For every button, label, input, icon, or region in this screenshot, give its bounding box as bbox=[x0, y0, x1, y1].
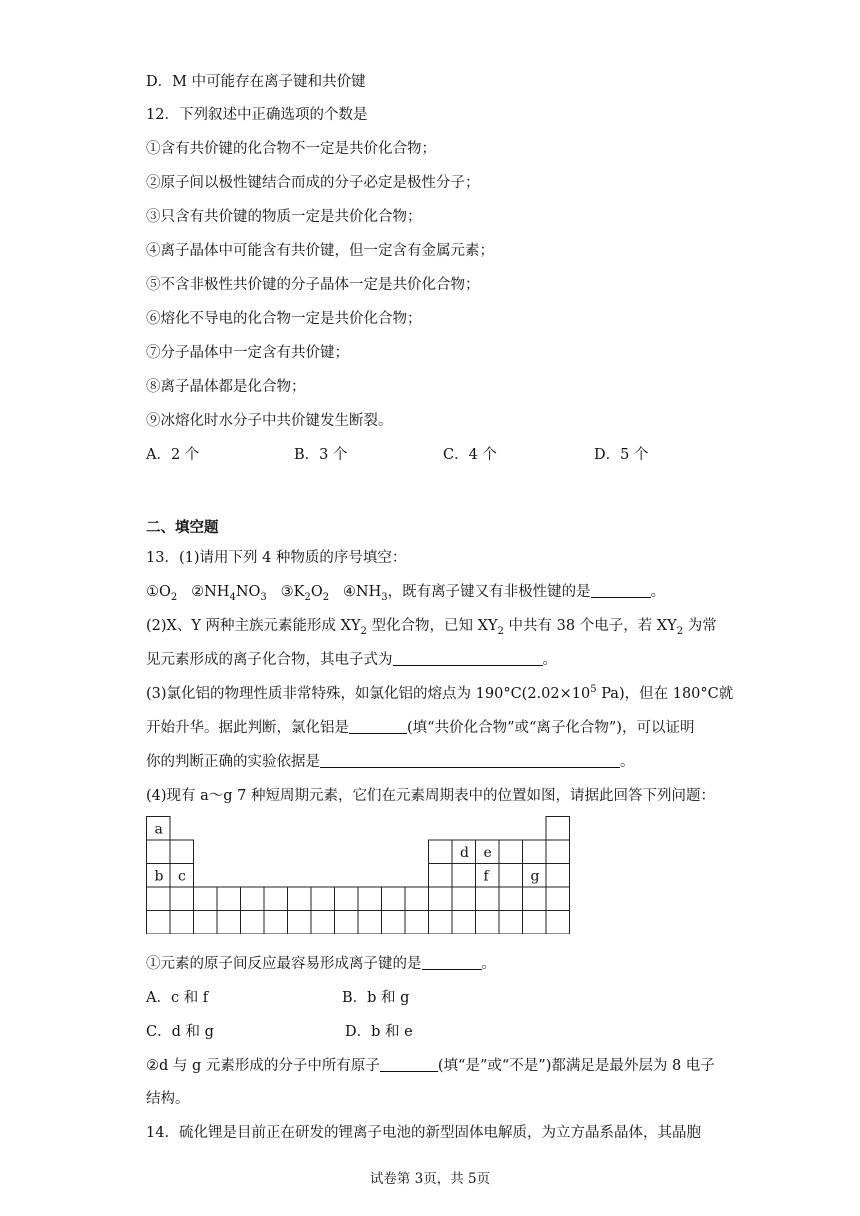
table-cell bbox=[358, 911, 382, 935]
q12-option-b[interactable]: B．3 个 bbox=[294, 447, 348, 463]
q13-part3-line2: 开始升华。据此判断，氯化铝是 (填“共价化合物”或“离子化合物”)，可以证明 bbox=[146, 720, 695, 736]
periodic-table-diagram bbox=[146, 816, 571, 934]
table-cell bbox=[358, 887, 382, 911]
q13-sub1-option-c[interactable]: C．d 和 g bbox=[146, 1024, 214, 1040]
table-cell bbox=[194, 911, 218, 935]
element-label-b: b bbox=[154, 868, 164, 885]
q12-item-4: ④离子晶体中可能含有共价键，但一定含有金属元素； bbox=[146, 243, 494, 259]
q12-item-2: ②原子间以极性键结合而成的分子必定是极性分子； bbox=[146, 175, 480, 191]
table-cell bbox=[429, 887, 453, 911]
element-label-c: c bbox=[178, 868, 186, 885]
table-cell bbox=[217, 887, 241, 911]
q13-sub2-line2: 结构。 bbox=[146, 1091, 190, 1107]
page-footer: 试卷第 3页，共 5页 bbox=[369, 1171, 491, 1187]
table-cell bbox=[546, 864, 570, 888]
q13-part4: (4)现有 a～g 7 种短周期元素，它们在元素周期表中的位置如图，请据此回答下列问题： bbox=[146, 788, 716, 804]
q12-stem: 12．下列叙述中正确选项的个数是 bbox=[146, 107, 368, 123]
table-cell bbox=[499, 840, 523, 864]
q13-sub1-option-b[interactable]: B．b 和 g bbox=[342, 990, 410, 1006]
table-cell bbox=[217, 911, 241, 935]
table-cell bbox=[382, 887, 406, 911]
table-cell bbox=[476, 911, 500, 935]
table-cell bbox=[452, 887, 476, 911]
table-cell bbox=[170, 840, 194, 864]
table-cell bbox=[335, 911, 359, 935]
table-cell bbox=[499, 864, 523, 888]
q12-item-5: ⑤不含非极性共价键的分子晶体一定是共价化合物； bbox=[146, 277, 480, 293]
q13-part1-blank[interactable] bbox=[591, 583, 651, 598]
table-cell bbox=[546, 817, 570, 841]
table-cell bbox=[452, 911, 476, 935]
element-label-g: g bbox=[530, 868, 540, 885]
q13-sub2: ②d 与 g 元素形成的分子中所有原子 (填“是”或“不是”)都满足是最外层为 8 电子 bbox=[146, 1058, 715, 1074]
q13-sub1-option-d[interactable]: D．b 和 e bbox=[345, 1024, 413, 1040]
table-cell bbox=[429, 911, 453, 935]
table-cell bbox=[405, 887, 429, 911]
q13-sub1: ①元素的原子间反应最容易形成离子键的是 。 bbox=[146, 956, 496, 972]
q13-part1: $①O_2$ $②NH_4NO_3$ $③K_2O_2$ $④NH_3$，既有离子键又有非极性键的是 。 bbox=[146, 584, 666, 603]
q13-sub1-option-a[interactable]: A．c 和 f bbox=[146, 990, 209, 1006]
q13-sub1-blank[interactable] bbox=[422, 955, 482, 970]
q12-item-8: ⑧离子晶体都是化合物； bbox=[146, 379, 306, 395]
q12-item-3: ③只含有共价键的物质一定是共价化合物； bbox=[146, 209, 422, 225]
table-cell bbox=[382, 911, 406, 935]
table-cell bbox=[147, 911, 171, 935]
q13-sub2-blank[interactable] bbox=[380, 1057, 438, 1072]
q13-stem: 13．(1)请用下列 4 种物质的序号填空： bbox=[146, 550, 407, 566]
q13-part2-line2: 见元素形成的离子化合物，其电子式为 。 bbox=[146, 652, 557, 668]
table-cell bbox=[147, 840, 171, 864]
q12-item-7: ⑦分子晶体中一定含有共价键； bbox=[146, 345, 349, 361]
table-cell bbox=[499, 911, 523, 935]
table-cell bbox=[452, 864, 476, 888]
table-cell bbox=[194, 887, 218, 911]
table-cell bbox=[429, 864, 453, 888]
q13-part3-blank1[interactable] bbox=[349, 719, 407, 734]
q12-item-9: ⑨冰熔化时水分子中共价键发生断裂。 bbox=[146, 413, 393, 429]
section-title: 二、填空题 bbox=[146, 519, 219, 536]
table-cell bbox=[523, 887, 547, 911]
table-cell bbox=[241, 911, 265, 935]
q12-option-c[interactable]: C．4 个 bbox=[443, 447, 497, 463]
q12-item-6: ⑥熔化不导电的化合物一定是共价化合物； bbox=[146, 311, 422, 327]
table-cell bbox=[499, 887, 523, 911]
table-cell bbox=[429, 840, 453, 864]
table-cell bbox=[170, 887, 194, 911]
q13-part3: (3)氯化铝的物理性质非常特殊，如氯化铝的熔点为 $190^\circ C(2.02\times 10^5$ Pa)，但在 180°C就 bbox=[146, 684, 734, 702]
element-label-d: d bbox=[460, 845, 469, 861]
table-cell bbox=[335, 887, 359, 911]
table-cell bbox=[476, 887, 500, 911]
q13-part2-blank[interactable] bbox=[393, 651, 543, 666]
table-cell bbox=[147, 887, 171, 911]
table-cell bbox=[264, 887, 288, 911]
q14-text: 14．硫化锂是目前正在研发的锂离子电池的新型固体电解质，为立方晶系晶体，其晶胞 bbox=[146, 1125, 701, 1141]
element-label-a: a bbox=[154, 821, 163, 838]
table-cell bbox=[288, 911, 312, 935]
table-cell bbox=[546, 840, 570, 864]
table-cell bbox=[546, 911, 570, 935]
table-cell bbox=[523, 840, 547, 864]
q12-option-a[interactable]: A．2 个 bbox=[146, 447, 200, 463]
q11-option-d: D．M 中可能存在离子键和共价键 bbox=[146, 74, 366, 90]
q13-part3-line3: 你的判断正确的实验依据是 。 bbox=[146, 754, 635, 770]
table-cell bbox=[264, 911, 288, 935]
q12-item-1: ①含有共价键的化合物不一定是共价化合物； bbox=[146, 141, 436, 157]
table-cell bbox=[311, 911, 335, 935]
table-cell bbox=[170, 911, 194, 935]
q12-option-d[interactable]: D．5 个 bbox=[594, 447, 649, 463]
table-cell bbox=[523, 911, 547, 935]
element-label-f: f bbox=[483, 868, 489, 885]
table-cell bbox=[288, 887, 312, 911]
q13-part3-blank2[interactable] bbox=[320, 753, 620, 768]
table-cell bbox=[405, 911, 429, 935]
table-cell bbox=[241, 887, 265, 911]
table-cell bbox=[546, 887, 570, 911]
table-cell bbox=[311, 887, 335, 911]
element-label-e: e bbox=[483, 845, 492, 861]
q13-part2: (2)X、Y 两种主族元素能形成 $XY_2$ 型化合物，已知 $XY_2$ 中共有 38 个电子，若 $XY_2$ 为常 bbox=[146, 618, 717, 637]
